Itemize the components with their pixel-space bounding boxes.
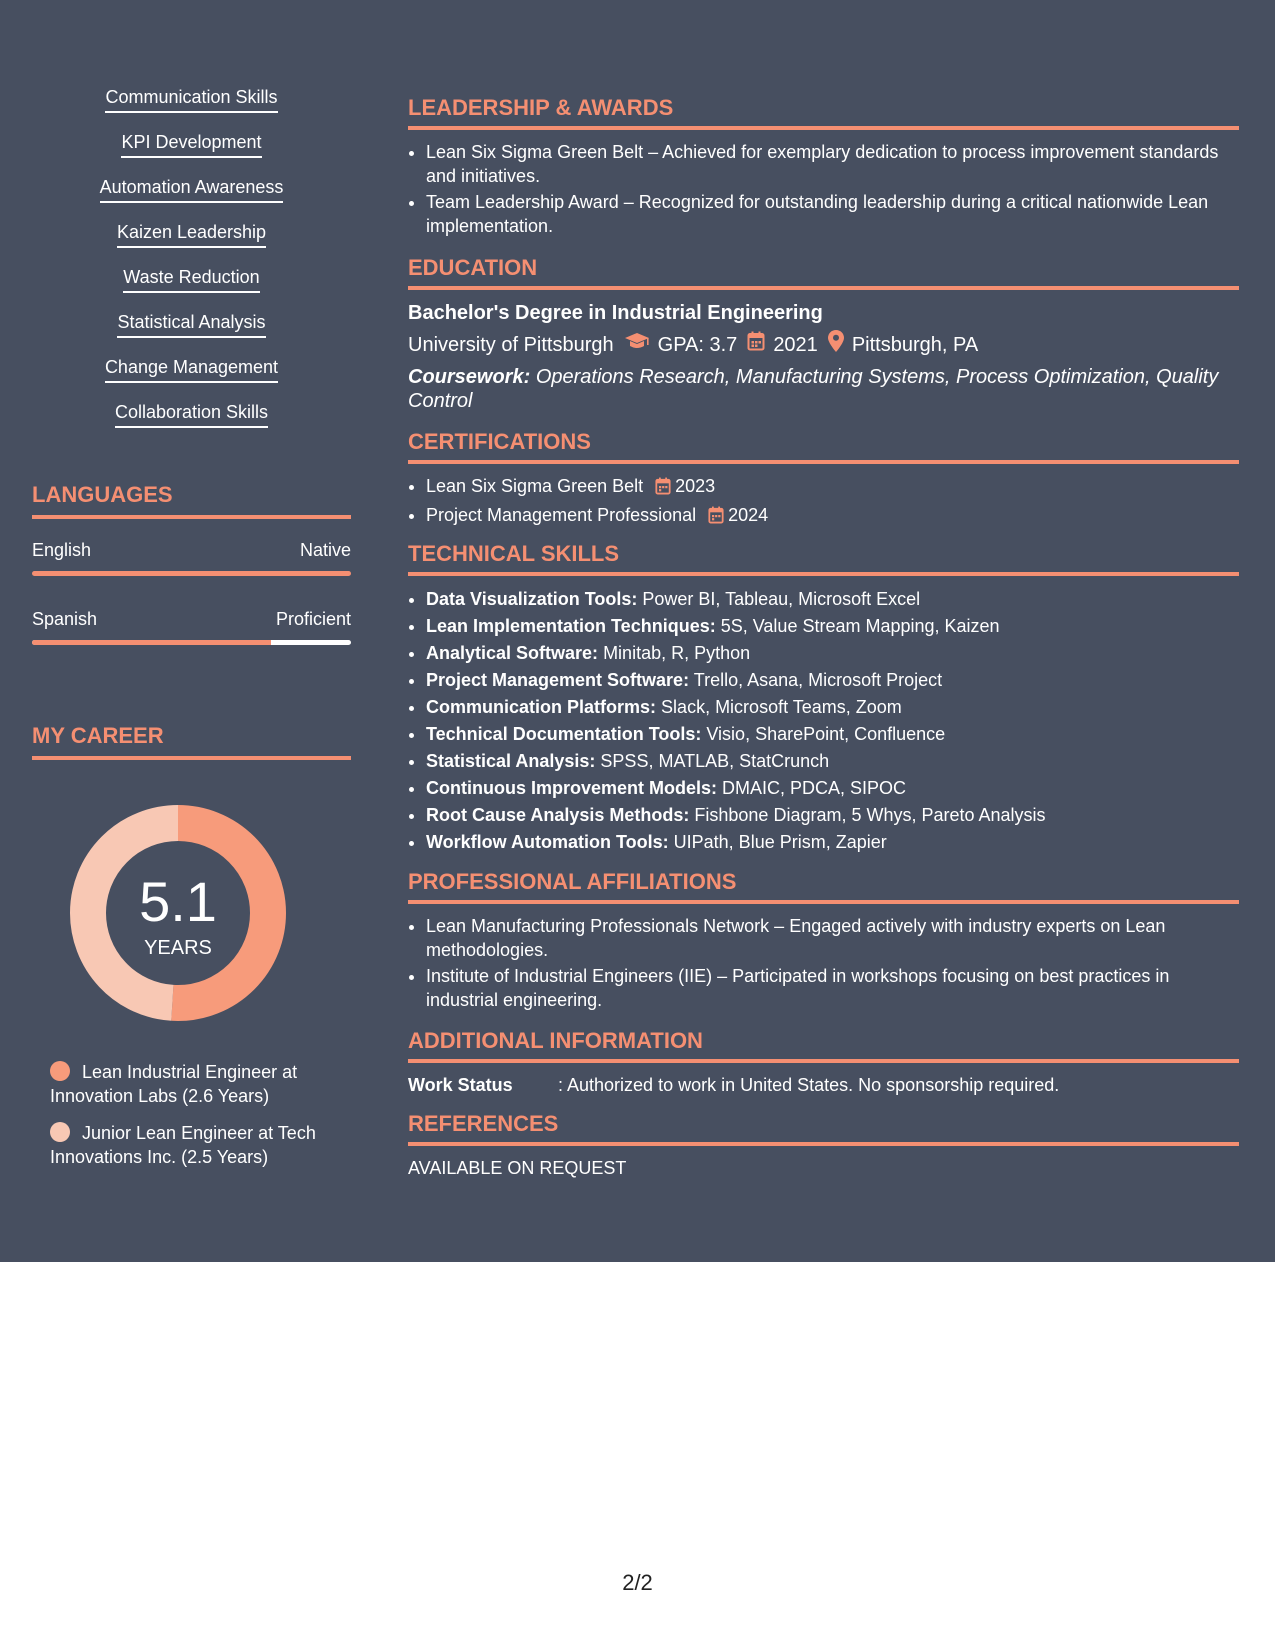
list-item	[426, 775, 1239, 802]
section-title: ADDITIONAL INFORMATION	[408, 1027, 1239, 1063]
skill-category: Statistical Analysis:	[426, 751, 596, 771]
references-section	[408, 1110, 1239, 1180]
certification-year: 2024	[728, 505, 769, 525]
coursework-label: Coursework:	[408, 366, 531, 388]
skill-values: Slack, Microsoft Teams, Zoom	[661, 697, 902, 717]
skill-values: Fishbone Diagram, 5 Whys, Pareto Analysis	[694, 805, 1046, 825]
section-title: TECHNICAL SKILLS	[408, 540, 1239, 576]
technical-skills-list	[408, 586, 1239, 856]
skill-values: Trello, Asana, Microsoft Project	[693, 670, 943, 690]
list-item: • Lean Manufacturing Professionals Network – Engaged actively with industry experts on Lean methodologies.	[426, 914, 1239, 962]
list-item	[426, 503, 1239, 530]
career-legend	[50, 1060, 350, 1169]
skill-category: Root Cause Analysis Methods:	[426, 805, 690, 825]
skill-values: SPSS, MATLAB, StatCrunch	[600, 751, 830, 771]
career-legend-label: Junior Lean Engineer at Tech Innovations Inc. (2.5 Years)	[50, 1123, 316, 1167]
list-item: • Team Leadership Award – Recognized for outstanding leadership during a critical nationwide Lean implementation.	[426, 190, 1239, 238]
language-level: Proficient	[275, 609, 351, 629]
career-total-years: 5.1	[139, 870, 217, 933]
calendar-icon	[708, 506, 724, 530]
skill-category: Lean Implementation Techniques:	[426, 616, 716, 636]
list-item	[426, 640, 1239, 667]
additional-info-section	[408, 1027, 1239, 1097]
skills-list	[32, 86, 351, 446]
leadership-section	[408, 94, 1239, 238]
language-bar-fill	[32, 571, 351, 576]
skill-tag: Waste Reduction	[123, 266, 259, 293]
skill-tag: Statistical Analysis	[117, 311, 265, 338]
location-pin-icon	[828, 330, 844, 359]
skill-category: Communication Platforms:	[426, 697, 657, 717]
school-name: University of Pittsburgh	[408, 333, 614, 356]
skill-values: DMAIC, PDCA, SIPOC	[722, 778, 907, 798]
skill-category: Technical Documentation Tools:	[426, 724, 702, 744]
school-location: Pittsburgh, PA	[851, 333, 979, 356]
gpa: GPA: 3.7	[657, 333, 738, 356]
work-status-row	[408, 1073, 1239, 1097]
certification-name: Lean Six Sigma Green Belt	[426, 476, 644, 496]
skill-tag: Communication Skills	[105, 86, 277, 113]
skill-tag: Automation Awareness	[100, 176, 284, 203]
section-title: EDUCATION	[408, 254, 1239, 290]
section-title: CERTIFICATIONS	[408, 428, 1239, 464]
career-legend-item	[50, 1121, 350, 1169]
list-item	[426, 694, 1239, 721]
skill-values: 5S, Value Stream Mapping, Kaizen	[720, 616, 1000, 636]
skill-values: Minitab, R, Python	[603, 643, 751, 663]
list-item: • Lean Six Sigma Green Belt – Achieved for exemplary dedication to process improvement standards and initiatives.	[426, 140, 1239, 188]
language-level: Native	[299, 540, 351, 560]
list-item	[426, 721, 1239, 748]
skill-tag: KPI Development	[121, 131, 261, 158]
coursework-list: Operations Research, Manufacturing Systems, Process Optimization, Quality Control	[408, 366, 1219, 412]
skill-values: Visio, SharePoint, Confluence	[706, 724, 946, 744]
list-item: • Institute of Industrial Engineers (IIE) – Participated in workshops focusing on best practices in industrial engineering.	[426, 964, 1239, 1012]
section-title: LEADERSHIP & AWARDS	[408, 94, 1239, 130]
skill-tag: Collaboration Skills	[115, 401, 268, 428]
section-title: REFERENCES	[408, 1110, 1239, 1146]
graduation-year: 2021	[773, 333, 818, 356]
legend-dot-icon	[50, 1122, 70, 1142]
skill-category: Workflow Automation Tools:	[426, 832, 669, 852]
page-number: 2/2	[622, 1570, 653, 1595]
legend-dot-icon	[50, 1061, 70, 1081]
skill-values: Power BI, Tableau, Microsoft Excel	[642, 589, 921, 609]
language-bar	[32, 571, 351, 576]
coursework	[408, 365, 1239, 413]
skill-category: Project Management Software:	[426, 670, 690, 690]
skill-tag: Kaizen Leadership	[117, 221, 266, 248]
work-status-value: : Authorized to work in United States. No sponsorship required.	[558, 1075, 1060, 1095]
list-item	[426, 667, 1239, 694]
career-legend-label: Lean Industrial Engineer at Innovation Labs (2.6 Years)	[50, 1062, 298, 1106]
language-bar	[32, 640, 351, 645]
list-item	[426, 613, 1239, 640]
skill-category: Analytical Software:	[426, 643, 599, 663]
section-title: PROFESSIONAL AFFILIATIONS	[408, 868, 1239, 904]
languages-heading: LANGUAGES	[32, 481, 351, 519]
list-item	[426, 748, 1239, 775]
certification-name: Project Management Professional	[426, 505, 697, 525]
calendar-icon	[655, 477, 671, 501]
career-years-unit: YEARS	[144, 937, 212, 959]
skill-category: Continuous Improvement Models:	[426, 778, 718, 798]
technical-skills-section	[408, 540, 1239, 856]
work-status-label: Work Status	[408, 1075, 513, 1095]
affiliations-section	[408, 868, 1239, 1012]
skill-tag: Change Management	[105, 356, 278, 383]
education-section	[408, 254, 1239, 413]
degree-title: Bachelor's Degree in Industrial Engineering	[408, 302, 823, 324]
language-bar-fill	[32, 640, 271, 645]
language-english	[32, 538, 351, 576]
certifications-section	[408, 428, 1239, 530]
career-legend-item	[50, 1060, 350, 1108]
references-text: AVAILABLE ON REQUEST	[408, 1158, 627, 1178]
education-meta	[408, 330, 1239, 359]
language-name: Spanish	[32, 609, 98, 629]
language-name: English	[32, 540, 92, 560]
certification-year: 2023	[675, 476, 716, 496]
list-item	[426, 829, 1239, 856]
career-heading: MY CAREER	[32, 722, 351, 760]
career-donut	[65, 800, 291, 1026]
list-item	[426, 586, 1239, 613]
list-item	[426, 802, 1239, 829]
list-item	[426, 474, 1239, 501]
calendar-icon	[747, 331, 765, 358]
language-spanish	[32, 607, 351, 645]
graduation-cap-icon	[624, 331, 650, 358]
skill-category: Data Visualization Tools:	[426, 589, 638, 609]
skill-values: UIPath, Blue Prism, Zapier	[673, 832, 887, 852]
